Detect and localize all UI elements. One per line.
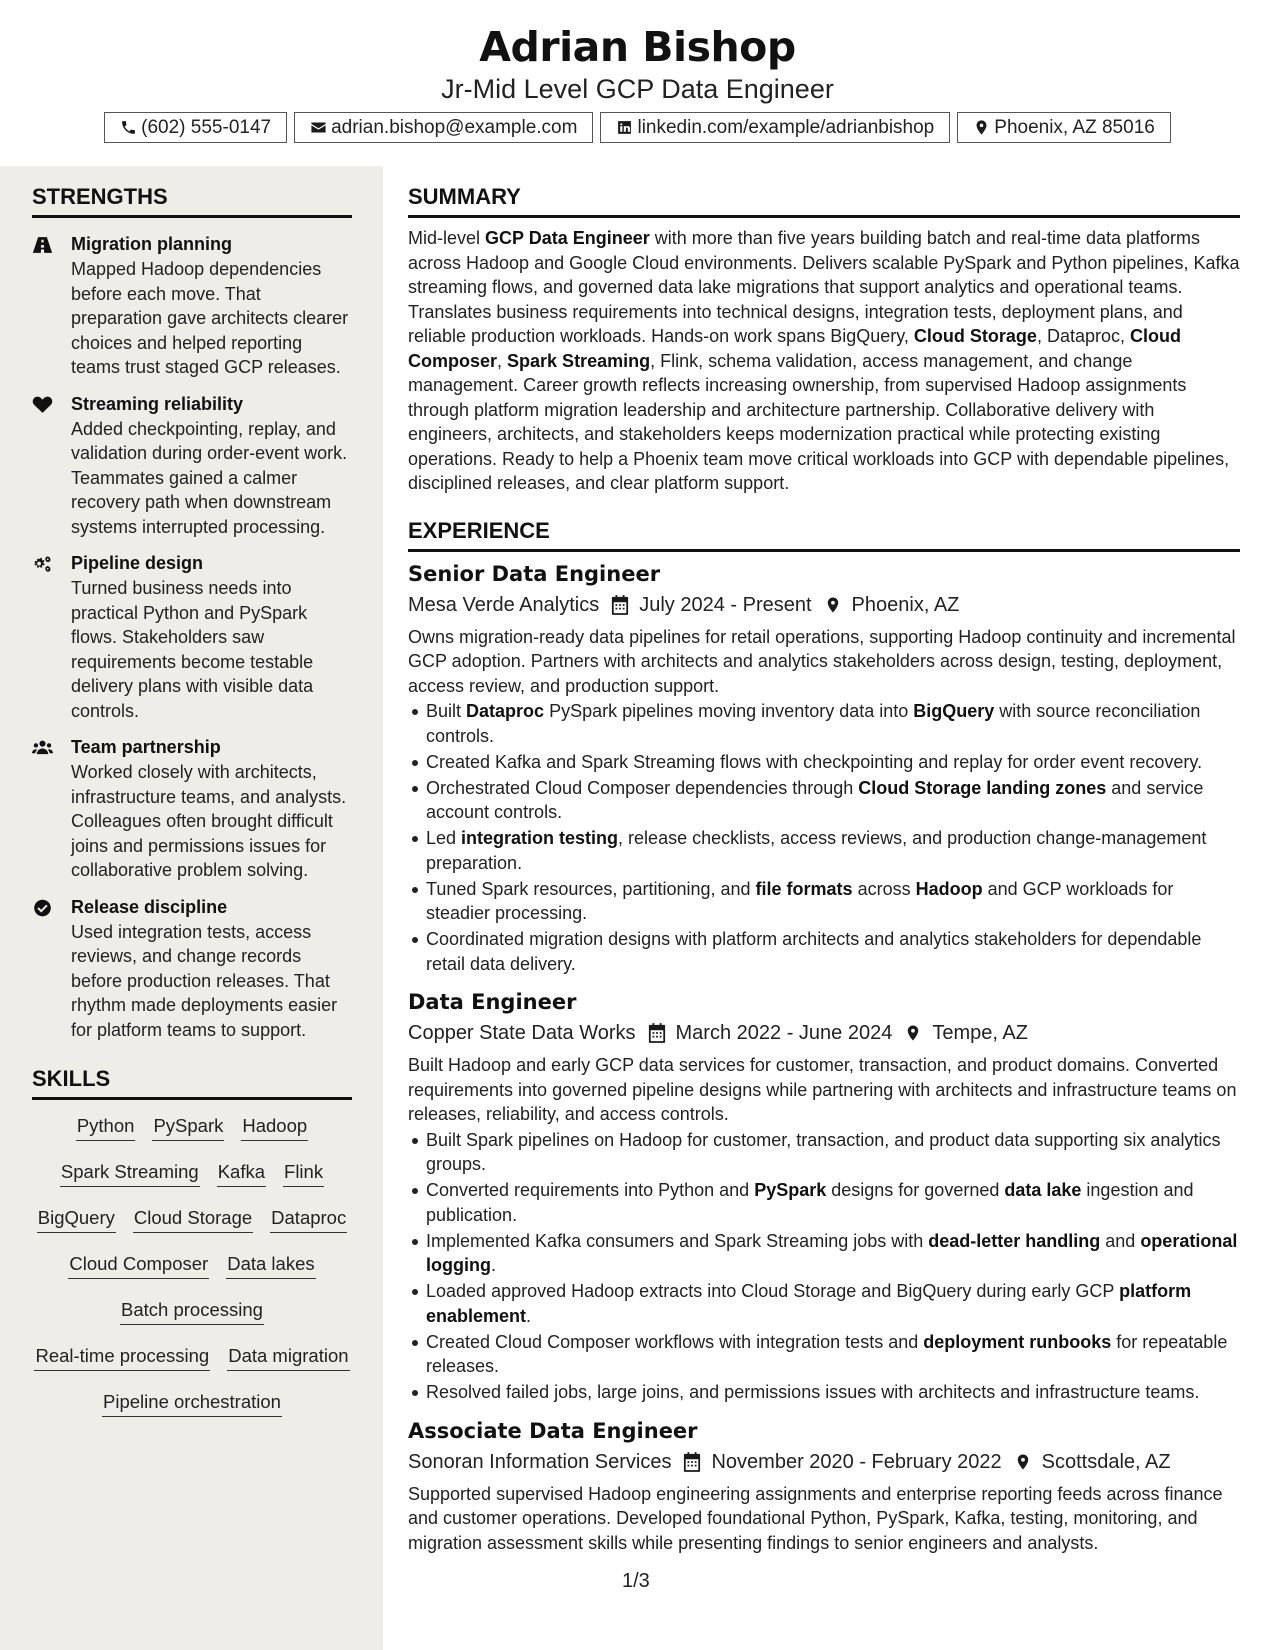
text-run: . [526,1305,532,1326]
job-dates: November 2020 - February 2022 [711,1450,1002,1473]
text-run: Created Kafka and Spark Streaming flows with checkpointing and replay for order event recovery. [426,751,1203,772]
sidebar [0,166,383,1650]
skills-list [32,1112,352,1417]
text-run: , Flink, schema validation, access management, and change management. Career growth reflects increasing ownership, from supervised Hadoop assignments through platform migration leadership and architecture partnership. Collaborative delivery with engineers, architects, and stakeholders keeps modernization practical while protecting existing operations. Ready to help a Phoenix team move critical workloads into GCP with dependable pipelines, disciplined releases, and clear platform support. [408,350,1230,493]
strength-title: Release discipline [71,896,228,917]
candidate-title: Jr-Mid Level GCP Data Engineer [441,74,834,104]
strength-item [32,735,352,883]
strength-title: Pipeline design [71,553,204,573]
contact-email-text[interactable]: adrian.bishop@example.com [331,116,578,138]
text-run: Created Cloud Composer workflows with integration tests and [426,1331,924,1352]
text-run: Built Spark pipelines on Hadoop for customer, transaction, and product data supporting six analytics groups. [426,1129,1221,1174]
job-description: Owns migration-ready data pipelines for retail operations, supporting Hadoop continuity and incremental GCP adoption. Partners with architects and analytics stakeholders across design, testing, deployment, access review, and production support. [408,626,1236,696]
job-location: Tempe, AZ [932,1022,1028,1044]
job-entry [408,560,1240,977]
emphasis-text: Cloud Storage [913,326,1037,346]
skill-tag: Kafka [217,1158,266,1187]
text-run: across [852,878,916,899]
map-pin-icon [824,595,842,615]
summary-heading: SUMMARY [408,184,1240,218]
linkedin-icon [616,119,633,136]
map-pin-icon [973,119,990,136]
job-title: Data Engineer [408,990,577,1014]
text-run: Loaded approved Hadoop extracts into Cloud Storage and BigQuery during early GCP [426,1281,1120,1301]
gears-icon [32,555,53,573]
emphasis-text: Cloud Composer [408,326,1181,371]
job-title: Senior Data Engineer [408,561,661,586]
text-run: , [497,350,508,371]
text-run: Coordinated migration designs with platform architects and analytics stakeholders for dependable retail data delivery. [426,929,1202,974]
job-bullet [408,1279,1240,1328]
calendar-icon [683,1452,701,1472]
emphasis-text: Spark Streaming [507,350,651,371]
contact-email[interactable] [294,112,593,143]
job-company: Sonoran Information Services [408,1450,672,1473]
job-description: Supported supervised Hadoop engineering assignments and enterprise reporting feeds across finance and customer operations. Developed foundational Python, PySpark, Kafka, testing, monitoring, and migration assessment skills while presenting findings to senior engineers and analysts. [408,1483,1223,1553]
text-run: Led [426,828,462,848]
job-bullet [408,877,1240,926]
job-bullet [408,750,1240,775]
strength-desc: Mapped Hadoop dependencies before each move. That preparation gave architects clearer choices and helped reporting teams trust staged GCP releases. [71,259,349,377]
job-bullet [408,1128,1240,1177]
job-bullet [408,826,1240,875]
heart-icon [32,396,53,414]
text-run: Resolved failed jobs, large joins, and permissions issues with architects and infrastructure teams. [426,1382,1200,1402]
text-run: Built [426,701,467,721]
phone-icon [120,119,137,136]
text-run: , release checklists, access reviews, and production change-management preparation. [426,828,1207,873]
strengths-list [32,232,352,1042]
contact-linkedin[interactable] [600,112,950,143]
contact-location-text: Phoenix, AZ 85016 [994,116,1155,138]
strength-item [32,551,352,723]
emphasis-text: Cloud Storage landing zones [858,777,1107,798]
emphasis-text: platform enablement [426,1281,1192,1326]
emphasis-text: deployment runbooks [923,1331,1112,1352]
skill-tag: Pipeline orchestration [102,1388,282,1417]
strengths-heading: STRENGTHS [32,184,352,218]
calendar-icon [611,595,629,615]
job-bullet [408,927,1240,976]
skill-tag: Real-time processing [34,1342,210,1371]
text-run: , Dataproc, [1036,326,1130,346]
skill-tag: Batch processing [120,1296,264,1325]
job-bullet [408,1229,1240,1278]
job-bullet [408,1380,1240,1405]
text-run: designs for governed [826,1180,1005,1200]
text-run: and service account controls. [426,777,1204,822]
text-run: ingestion and publication. [426,1180,1194,1225]
job-meta [408,1020,1240,1046]
strength-desc: Turned business needs into practical Python and PySpark flows. Stakeholders saw requirements become testable delivery plans with visible data controls. [71,578,314,721]
text-run: Converted requirements into Python and [426,1180,755,1200]
strength-desc: Added checkpointing, replay, and validation during order-event work. Teammates gained a calmer recovery path when downstream systems interrupted processing. [71,418,348,537]
emphasis-text: Hadoop [915,878,983,899]
skill-tag: Flink [283,1158,324,1187]
resume-header [0,22,1275,143]
text-run: PySpark pipelines moving inventory data into [544,701,914,721]
job-dates: July 2024 - Present [639,593,812,616]
skill-tag: Python [76,1112,136,1141]
contact-linkedin-text[interactable]: linkedin.com/example/adrianbishop [637,116,935,138]
text-run: Tuned Spark resources, partitioning, and [426,878,756,899]
text-run: for repeatable releases. [426,1331,1228,1376]
text-run: and [1100,1230,1141,1251]
text-run: with more than five years building batch and real-time data platforms across Hadoop and Google Cloud environments. Delivers scalable PySpark and Python pipelines, Kafka streaming flows, and governed data lake migrations that support analytics and operational teams. Translates business requirements into technical designs, integration tests, deployment plans, and reliable production workloads. Hands-on work spans BigQuery, [408,228,1240,346]
strength-title: Migration planning [71,234,232,254]
job-company: Copper State Data Works [408,1022,636,1044]
emphasis-text: BigQuery [913,701,995,721]
contact-phone-text: (602) 555-0147 [141,116,272,138]
text-run: Mid-level [408,228,486,248]
job-dates: March 2022 - June 2024 [675,1022,893,1044]
check-circle-icon [32,899,53,917]
experience-heading: EXPERIENCE [408,518,1240,552]
text-run: Implemented Kafka consumers and Spark Streaming jobs with [426,1230,929,1251]
calendar-icon [648,1023,666,1043]
emphasis-text: file formats [755,878,853,899]
contact-location [957,112,1171,143]
skill-tag: Dataproc [270,1204,347,1233]
emphasis-text: data lake [1004,1180,1082,1200]
main-content [408,166,1240,1555]
strength-desc: Used integration tests, access reviews, and change records before production releases. That rhythm made deployments easier for platform teams to support. [71,921,338,1040]
emphasis-text: integration testing [461,828,619,848]
summary-text [408,226,1240,496]
candidate-name: Adrian Bishop [479,23,796,71]
job-entry [408,988,1240,1405]
emphasis-text: GCP Data Engineer [485,228,650,248]
text-run: with source reconciliation controls. [426,701,1201,746]
skill-tag: Cloud Composer [68,1250,209,1279]
skill-tag: Data migration [227,1342,349,1371]
strength-title: Streaming reliability [71,393,244,414]
job-location: Scottsdale, AZ [1041,1450,1171,1473]
job-description: Built Hadoop and early GCP data services for customer, transaction, and product domains. Converted requirements into governed pipeline designs while partnering with architects and infrastructure teams on releases, reliability, and access controls. [408,1055,1237,1124]
text-run: . [490,1255,496,1275]
skill-tag: PySpark [152,1112,224,1141]
strength-item [32,232,352,380]
road-icon [32,236,53,254]
job-company: Mesa Verde Analytics [408,593,600,616]
strength-item [32,392,352,540]
map-pin-icon [1014,1452,1032,1472]
strength-desc: Worked closely with architects, infrastructure teams, and analysts. Colleagues often brought difficult joins and permissions issues for collaborative problem solving. [71,762,347,880]
map-pin-icon [904,1023,922,1043]
skill-tag: Data lakes [226,1250,315,1279]
contact-bar [0,112,1275,143]
job-bullets [408,1128,1240,1405]
job-bullet [408,1330,1240,1379]
emphasis-text: dead-letter handling [928,1230,1101,1251]
job-title: Associate Data Engineer [408,1418,698,1443]
job-location: Phoenix, AZ [851,593,960,616]
skill-tag: Cloud Storage [133,1204,253,1233]
emphasis-text: Dataproc [466,701,545,721]
skill-tag: BigQuery [37,1204,116,1233]
strength-title: Team partnership [71,737,221,757]
job-bullet [408,699,1240,748]
skill-tag: Spark Streaming [60,1158,200,1187]
emphasis-text: operational logging [426,1230,1238,1275]
text-run: and GCP workloads for steadier processing. [426,878,1174,923]
text-run: Orchestrated Cloud Composer dependencies through [426,777,859,798]
users-icon [32,739,53,757]
job-bullets [408,699,1240,976]
skill-tag: Hadoop [241,1112,308,1141]
job-bullet [408,776,1240,825]
contact-phone [104,112,287,143]
emphasis-text: PySpark [754,1180,827,1200]
envelope-icon [310,119,327,136]
job-meta [408,592,1240,618]
job-entry [408,1417,1240,1556]
page-number: 1/3 [622,1570,650,1592]
skills-heading: SKILLS [32,1066,352,1100]
strength-item [32,895,352,1043]
job-bullet [408,1178,1240,1227]
job-meta [408,1449,1240,1475]
